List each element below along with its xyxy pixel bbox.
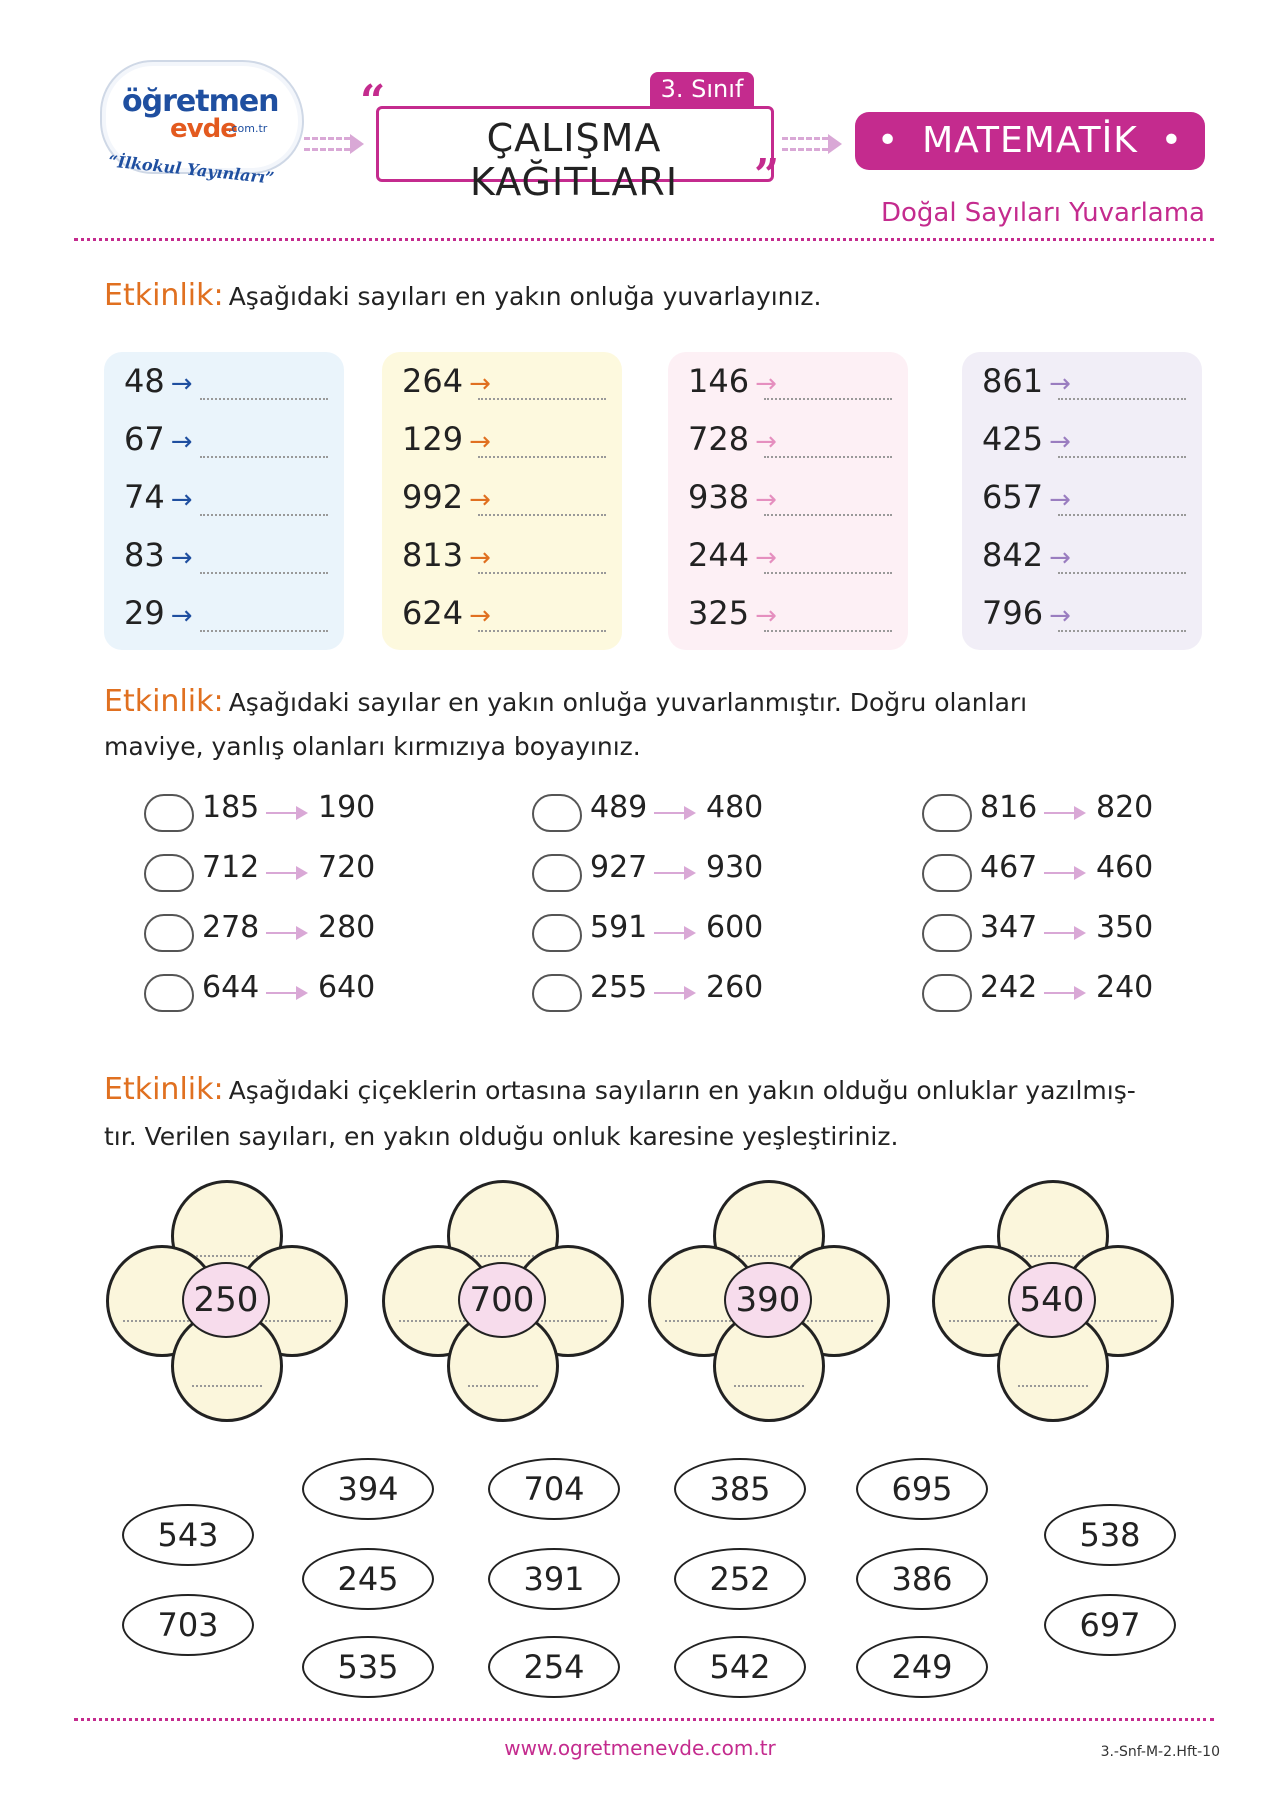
number-column-3 bbox=[668, 352, 908, 650]
arrow-right-icon: → bbox=[170, 427, 193, 457]
number-value: 796 bbox=[982, 594, 1044, 632]
rounded-number: 460 bbox=[1096, 850, 1154, 885]
column-row bbox=[124, 362, 193, 400]
number-value: 325 bbox=[688, 594, 750, 632]
answer-line bbox=[734, 1385, 804, 1387]
open-quote-mark: “ bbox=[360, 76, 386, 127]
arrow-right-icon bbox=[1044, 872, 1084, 874]
answer-line[interactable] bbox=[764, 572, 892, 574]
activity3-heading bbox=[104, 1072, 1136, 1107]
arrow-right-icon: → bbox=[755, 369, 777, 399]
footer-website: www.ogretmenevde.com.tr bbox=[504, 1736, 776, 1760]
number-oval[interactable]: 386 bbox=[856, 1548, 988, 1610]
column-row bbox=[402, 536, 491, 574]
answer-line[interactable] bbox=[1058, 630, 1186, 632]
arrow-right-icon: → bbox=[469, 427, 491, 457]
subject-badge bbox=[855, 112, 1205, 170]
number-oval[interactable]: 249 bbox=[856, 1636, 988, 1698]
column-row bbox=[982, 594, 1071, 632]
arrow-right-icon: → bbox=[755, 601, 777, 631]
number-value: 129 bbox=[402, 420, 464, 458]
arrow-right-icon bbox=[654, 812, 694, 814]
number-oval[interactable]: 391 bbox=[488, 1548, 620, 1610]
publisher-logo bbox=[100, 60, 300, 200]
number-value: 74 bbox=[124, 478, 165, 516]
cloud-shape-icon[interactable] bbox=[922, 914, 972, 952]
arrow-right-icon: → bbox=[1049, 427, 1071, 457]
header-arrow-1 bbox=[304, 134, 364, 154]
original-number: 467 bbox=[980, 850, 1038, 885]
cloud-shape-icon[interactable] bbox=[532, 914, 582, 952]
number-oval[interactable]: 252 bbox=[674, 1548, 806, 1610]
logo-domain: .com.tr bbox=[228, 122, 268, 135]
subject-label: MATEMATİK bbox=[922, 120, 1138, 161]
number-oval[interactable]: 703 bbox=[122, 1594, 254, 1656]
column-row bbox=[688, 420, 777, 458]
answer-line[interactable] bbox=[1058, 398, 1186, 400]
grade-badge: 3. Sınıf bbox=[650, 72, 754, 106]
arrow-right-icon bbox=[1044, 932, 1084, 934]
number-oval[interactable]: 704 bbox=[488, 1458, 620, 1520]
column-row bbox=[402, 594, 491, 632]
number-value: 813 bbox=[402, 536, 464, 574]
answer-line bbox=[734, 1255, 804, 1257]
cloud-shape-icon[interactable] bbox=[144, 974, 194, 1012]
arrow-right-icon: → bbox=[755, 543, 777, 573]
page-title: ÇALIŞMA KAĞITLARI bbox=[469, 116, 679, 204]
flower-2 bbox=[382, 1180, 618, 1416]
cloud-shape-icon[interactable] bbox=[922, 974, 972, 1012]
answer-line bbox=[192, 1385, 262, 1387]
close-quote-mark: ” bbox=[754, 150, 780, 201]
number-value: 48 bbox=[124, 362, 165, 400]
arrow-right-icon: → bbox=[1049, 543, 1071, 573]
original-number: 489 bbox=[590, 790, 648, 825]
number-value: 425 bbox=[982, 420, 1044, 458]
arrow-right-icon: → bbox=[469, 485, 491, 515]
answer-line[interactable] bbox=[200, 514, 328, 516]
arrow-right-icon: → bbox=[755, 427, 777, 457]
number-value: 657 bbox=[982, 478, 1044, 516]
original-number: 185 bbox=[202, 790, 260, 825]
number-oval[interactable]: 543 bbox=[122, 1504, 254, 1566]
number-value: 244 bbox=[688, 536, 750, 574]
answer-line[interactable] bbox=[200, 398, 328, 400]
flower-center-number: 700 bbox=[458, 1262, 546, 1338]
arrow-right-icon bbox=[1044, 992, 1084, 994]
cloud-shape-icon[interactable] bbox=[532, 854, 582, 892]
arrow-right-icon bbox=[266, 992, 306, 994]
subtopic-title: Doğal Sayıları Yuvarlama bbox=[880, 198, 1205, 228]
original-number: 278 bbox=[202, 910, 260, 945]
number-value: 83 bbox=[124, 536, 165, 574]
cloud-shape-icon[interactable] bbox=[922, 854, 972, 892]
number-oval[interactable]: 538 bbox=[1044, 1504, 1176, 1566]
original-number: 816 bbox=[980, 790, 1038, 825]
answer-line[interactable] bbox=[478, 630, 606, 632]
arrow-right-icon bbox=[654, 872, 694, 874]
header-arrow-2 bbox=[782, 134, 842, 154]
original-number: 927 bbox=[590, 850, 648, 885]
rounded-number: 720 bbox=[318, 850, 376, 885]
rounded-number: 350 bbox=[1096, 910, 1154, 945]
number-value: 29 bbox=[124, 594, 165, 632]
answer-line bbox=[1018, 1255, 1088, 1257]
original-number: 255 bbox=[590, 970, 648, 1005]
number-value: 842 bbox=[982, 536, 1044, 574]
answer-line[interactable] bbox=[764, 398, 892, 400]
number-oval[interactable]: 245 bbox=[302, 1548, 434, 1610]
original-number: 347 bbox=[980, 910, 1038, 945]
arrow-right-icon: → bbox=[469, 369, 491, 399]
answer-line[interactable] bbox=[1058, 514, 1186, 516]
rounded-number: 600 bbox=[706, 910, 764, 945]
number-value: 938 bbox=[688, 478, 750, 516]
column-row bbox=[688, 478, 777, 516]
flower-center-number: 390 bbox=[724, 1262, 812, 1338]
arrow-right-icon bbox=[266, 812, 306, 814]
answer-line[interactable] bbox=[200, 572, 328, 574]
column-row bbox=[982, 420, 1071, 458]
activity1-instruction: Aşağıdaki sayıları en yakın onluğa yuvarlayınız. bbox=[228, 282, 822, 311]
number-value: 264 bbox=[402, 362, 464, 400]
number-oval[interactable]: 385 bbox=[674, 1458, 806, 1520]
arrow-right-icon bbox=[654, 932, 694, 934]
answer-line[interactable] bbox=[200, 630, 328, 632]
original-number: 242 bbox=[980, 970, 1038, 1005]
answer-line bbox=[1018, 1385, 1088, 1387]
activity1-label: Etkinlik: bbox=[104, 278, 224, 313]
original-number: 591 bbox=[590, 910, 648, 945]
answer-line bbox=[1087, 1320, 1157, 1322]
footer-page-code: 3.-Snf-M-2.Hft-10 bbox=[1100, 1744, 1220, 1760]
arrow-right-icon: → bbox=[170, 369, 193, 399]
subject-dot-left: • bbox=[877, 120, 900, 161]
answer-line bbox=[468, 1385, 538, 1387]
number-oval[interactable]: 542 bbox=[674, 1636, 806, 1698]
rounded-number: 190 bbox=[318, 790, 376, 825]
rounded-number: 480 bbox=[706, 790, 764, 825]
answer-line[interactable] bbox=[478, 572, 606, 574]
number-column-2 bbox=[382, 352, 622, 650]
logo-name-part1: öğretmen bbox=[122, 84, 279, 119]
number-column-1 bbox=[104, 352, 344, 650]
flower-3 bbox=[648, 1180, 884, 1416]
rounded-number: 820 bbox=[1096, 790, 1154, 825]
column-row bbox=[402, 362, 491, 400]
number-oval[interactable]: 695 bbox=[856, 1458, 988, 1520]
answer-line[interactable] bbox=[478, 456, 606, 458]
answer-line bbox=[468, 1255, 538, 1257]
number-value: 67 bbox=[124, 420, 165, 458]
column-row bbox=[982, 362, 1071, 400]
answer-line[interactable] bbox=[764, 456, 892, 458]
answer-line[interactable] bbox=[764, 630, 892, 632]
arrow-right-icon: → bbox=[469, 601, 491, 631]
answer-line[interactable] bbox=[1058, 572, 1186, 574]
number-oval[interactable]: 697 bbox=[1044, 1594, 1176, 1656]
flower-center-number: 250 bbox=[182, 1262, 270, 1338]
footer-divider bbox=[74, 1718, 1214, 1721]
activity3-instruction-line1: Aşağıdaki çiçeklerin ortasına sayıların en yakın olduğu onluklar yazılmış- bbox=[228, 1076, 1136, 1105]
rounded-number: 640 bbox=[318, 970, 376, 1005]
cloud-shape-icon[interactable] bbox=[532, 794, 582, 832]
arrow-right-icon: → bbox=[469, 543, 491, 573]
column-row bbox=[688, 536, 777, 574]
answer-line[interactable] bbox=[478, 398, 606, 400]
rounded-number: 260 bbox=[706, 970, 764, 1005]
answer-line bbox=[192, 1255, 262, 1257]
activity3-instruction-line2: tır. Verilen sayıları, en yakın olduğu onluk karesine yeşleştiriniz. bbox=[104, 1122, 899, 1151]
activity1-heading bbox=[104, 278, 822, 313]
arrow-right-icon bbox=[266, 872, 306, 874]
column-row bbox=[982, 536, 1071, 574]
column-row bbox=[124, 478, 193, 516]
flower-4 bbox=[932, 1180, 1168, 1416]
number-column-4 bbox=[962, 352, 1202, 650]
column-row bbox=[402, 420, 491, 458]
flower-1 bbox=[106, 1180, 342, 1416]
number-value: 728 bbox=[688, 420, 750, 458]
cloud-shape-icon[interactable] bbox=[144, 914, 194, 952]
answer-line bbox=[949, 1320, 1019, 1322]
cloud-shape-icon[interactable] bbox=[532, 974, 582, 1012]
logo-subtitle: “İlkokul Yayınları” bbox=[107, 151, 276, 188]
number-oval[interactable]: 535 bbox=[302, 1636, 434, 1698]
column-row bbox=[124, 420, 193, 458]
arrow-right-icon: → bbox=[170, 601, 193, 631]
logo-name-part2: evde bbox=[170, 114, 237, 144]
arrow-right-icon: → bbox=[1049, 485, 1071, 515]
cloud-shape-icon[interactable] bbox=[144, 854, 194, 892]
answer-line bbox=[665, 1320, 735, 1322]
activity2-instruction-line2: maviye, yanlış olanları kırmızıya boyayınız. bbox=[104, 732, 641, 761]
original-number: 712 bbox=[202, 850, 260, 885]
number-value: 624 bbox=[402, 594, 464, 632]
rounded-number: 930 bbox=[706, 850, 764, 885]
answer-line[interactable] bbox=[764, 514, 892, 516]
rounded-number: 280 bbox=[318, 910, 376, 945]
arrow-right-icon bbox=[266, 932, 306, 934]
answer-line bbox=[537, 1320, 607, 1322]
number-oval[interactable]: 394 bbox=[302, 1458, 434, 1520]
arrow-right-icon: → bbox=[170, 485, 193, 515]
number-oval[interactable]: 254 bbox=[488, 1636, 620, 1698]
column-row bbox=[124, 536, 193, 574]
flower-center-number: 540 bbox=[1008, 1262, 1096, 1338]
arrow-right-icon bbox=[654, 992, 694, 994]
subject-dot-right: • bbox=[1160, 120, 1183, 161]
column-row bbox=[124, 594, 193, 632]
column-row bbox=[982, 478, 1071, 516]
answer-line bbox=[399, 1320, 469, 1322]
number-value: 146 bbox=[688, 362, 750, 400]
answer-line bbox=[803, 1320, 873, 1322]
arrow-right-icon: → bbox=[1049, 601, 1071, 631]
arrow-right-icon bbox=[1044, 812, 1084, 814]
rounded-number: 240 bbox=[1096, 970, 1154, 1005]
answer-line[interactable] bbox=[478, 514, 606, 516]
arrow-right-icon: → bbox=[170, 543, 193, 573]
cloud-shape-icon[interactable] bbox=[144, 794, 194, 832]
column-row bbox=[688, 362, 777, 400]
activity2-heading bbox=[104, 684, 1027, 719]
activity2-label: Etkinlik: bbox=[104, 684, 224, 719]
answer-line bbox=[123, 1320, 193, 1322]
original-number: 644 bbox=[202, 970, 260, 1005]
arrow-right-icon: → bbox=[755, 485, 777, 515]
arrow-right-icon: → bbox=[1049, 369, 1071, 399]
answer-line bbox=[261, 1320, 331, 1322]
column-row bbox=[402, 478, 491, 516]
column-row bbox=[688, 594, 777, 632]
answer-line[interactable] bbox=[200, 456, 328, 458]
number-value: 992 bbox=[402, 478, 464, 516]
cloud-shape-icon[interactable] bbox=[922, 794, 972, 832]
answer-line[interactable] bbox=[1058, 456, 1186, 458]
number-value: 861 bbox=[982, 362, 1044, 400]
activity3-label: Etkinlik: bbox=[104, 1072, 224, 1107]
activity2-instruction-line1: Aşağıdaki sayılar en yakın onluğa yuvarlanmıştır. Doğru olanları bbox=[228, 688, 1028, 717]
header-divider bbox=[74, 238, 1214, 241]
